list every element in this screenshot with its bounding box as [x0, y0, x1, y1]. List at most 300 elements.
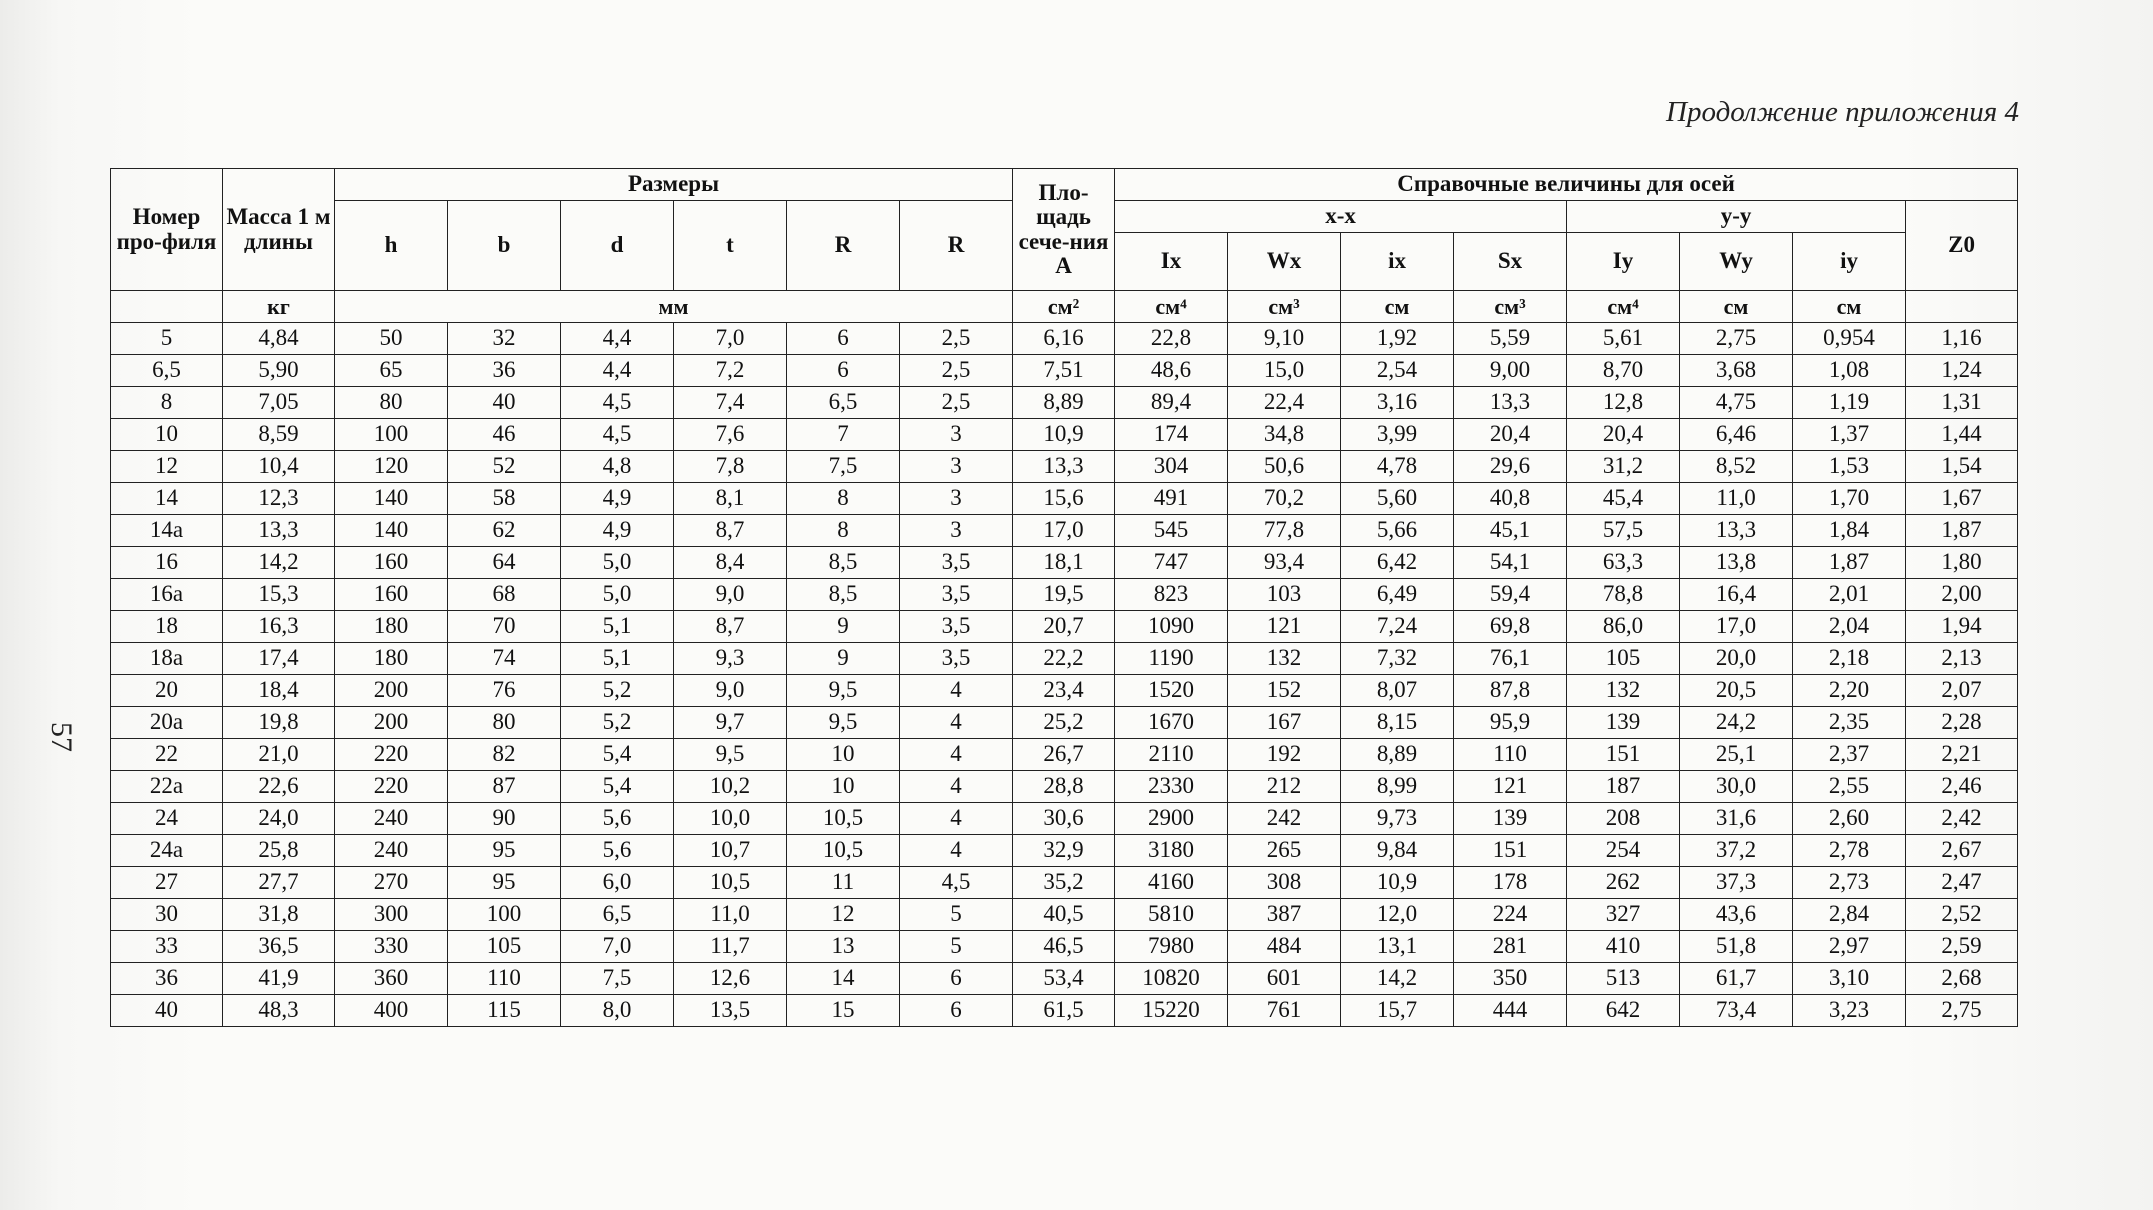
cell-h: 200 [335, 675, 448, 707]
unit-ix: см [1341, 291, 1454, 323]
cell-Iy: 151 [1567, 739, 1680, 771]
cell-Ix: 1190 [1115, 643, 1228, 675]
cell-R: 11 [787, 867, 900, 899]
cell-Wy: 13,3 [1680, 515, 1793, 547]
cell-Wy: 24,2 [1680, 707, 1793, 739]
cell-r: 3,5 [900, 547, 1013, 579]
header-b: b [448, 201, 561, 291]
header-ix: ix [1341, 233, 1454, 291]
cell-Ix: 747 [1115, 547, 1228, 579]
cell-t: 8,4 [674, 547, 787, 579]
table-row [111, 419, 2018, 451]
table-row [111, 739, 2018, 771]
cell-Iy: 513 [1567, 963, 1680, 995]
cell-Z0: 2,59 [1906, 931, 2018, 963]
cell-t: 7,2 [674, 355, 787, 387]
cell-t: 8,7 [674, 611, 787, 643]
cell-Sx: 121 [1454, 771, 1567, 803]
cell-R: 14 [787, 963, 900, 995]
cell-Ix: 3180 [1115, 835, 1228, 867]
cell-mass: 14,2 [223, 547, 335, 579]
cell-R: 15 [787, 995, 900, 1027]
cell-Iy: 327 [1567, 899, 1680, 931]
cell-b: 58 [448, 483, 561, 515]
cell-b: 100 [448, 899, 561, 931]
table-row [111, 675, 2018, 707]
cell-t: 9,0 [674, 579, 787, 611]
cell-h: 120 [335, 451, 448, 483]
cell-Z0: 1,24 [1906, 355, 2018, 387]
cell-r: 4 [900, 771, 1013, 803]
header-Wx: Wx [1228, 233, 1341, 291]
table-row [111, 611, 2018, 643]
cell-Wy: 30,0 [1680, 771, 1793, 803]
cell-R: 12 [787, 899, 900, 931]
cell-ix: 7,24 [1341, 611, 1454, 643]
cell-Wy: 37,3 [1680, 867, 1793, 899]
cell-Wy: 2,75 [1680, 323, 1793, 355]
cell-Sx: 69,8 [1454, 611, 1567, 643]
cell-R: 10 [787, 771, 900, 803]
cell-R: 10 [787, 739, 900, 771]
cell-ix: 2,54 [1341, 355, 1454, 387]
cell-iy: 2,84 [1793, 899, 1906, 931]
cell-mass: 48,3 [223, 995, 335, 1027]
cell-Wy: 61,7 [1680, 963, 1793, 995]
cell-Z0: 1,31 [1906, 387, 2018, 419]
cell-r: 2,5 [900, 387, 1013, 419]
cell-Z0: 2,21 [1906, 739, 2018, 771]
cell-d: 4,9 [561, 483, 674, 515]
cell-t: 7,4 [674, 387, 787, 419]
cell-t: 9,5 [674, 739, 787, 771]
cell-Iy: 20,4 [1567, 419, 1680, 451]
cell-b: 40 [448, 387, 561, 419]
cell-Z0: 1,44 [1906, 419, 2018, 451]
cell-ix: 5,60 [1341, 483, 1454, 515]
cell-R: 9,5 [787, 707, 900, 739]
cell-ix: 1,92 [1341, 323, 1454, 355]
cell-d: 4,5 [561, 419, 674, 451]
cell-area: 10,9 [1013, 419, 1115, 451]
cell-Z0: 2,68 [1906, 963, 2018, 995]
cell-Sx: 151 [1454, 835, 1567, 867]
cell-d: 6,5 [561, 899, 674, 931]
cell-profile: 16а [111, 579, 223, 611]
cell-t: 7,8 [674, 451, 787, 483]
cell-profile: 24 [111, 803, 223, 835]
cell-Z0: 2,00 [1906, 579, 2018, 611]
cell-r: 4 [900, 675, 1013, 707]
cell-b: 115 [448, 995, 561, 1027]
cell-profile: 40 [111, 995, 223, 1027]
header-h: h [335, 201, 448, 291]
cell-h: 160 [335, 579, 448, 611]
cell-d: 5,1 [561, 611, 674, 643]
cell-Ix: 4160 [1115, 867, 1228, 899]
cell-Iy: 86,0 [1567, 611, 1680, 643]
cell-iy: 2,20 [1793, 675, 1906, 707]
cell-ix: 4,78 [1341, 451, 1454, 483]
cell-Z0: 2,13 [1906, 643, 2018, 675]
cell-ix: 7,32 [1341, 643, 1454, 675]
cell-mass: 31,8 [223, 899, 335, 931]
cell-r: 5 [900, 899, 1013, 931]
cell-area: 32,9 [1013, 835, 1115, 867]
cell-d: 5,6 [561, 835, 674, 867]
cell-Z0: 1,87 [1906, 515, 2018, 547]
cell-Ix: 2110 [1115, 739, 1228, 771]
cell-Ix: 1670 [1115, 707, 1228, 739]
cell-iy: 1,84 [1793, 515, 1906, 547]
cell-Iy: 45,4 [1567, 483, 1680, 515]
cell-h: 160 [335, 547, 448, 579]
cell-t: 10,7 [674, 835, 787, 867]
cell-Ix: 48,6 [1115, 355, 1228, 387]
cell-r: 3 [900, 419, 1013, 451]
cell-Wx: 77,8 [1228, 515, 1341, 547]
cell-r: 3 [900, 515, 1013, 547]
cell-h: 270 [335, 867, 448, 899]
cell-Iy: 132 [1567, 675, 1680, 707]
cell-d: 5,0 [561, 579, 674, 611]
header-mass: Масса 1 м длины [223, 169, 335, 291]
table-row [111, 643, 2018, 675]
cell-d: 4,5 [561, 387, 674, 419]
cell-b: 52 [448, 451, 561, 483]
cell-ix: 13,1 [1341, 931, 1454, 963]
cell-r: 4 [900, 835, 1013, 867]
cell-area: 18,1 [1013, 547, 1115, 579]
cell-Sx: 40,8 [1454, 483, 1567, 515]
cell-b: 95 [448, 835, 561, 867]
cell-r: 4 [900, 707, 1013, 739]
cell-ix: 8,07 [1341, 675, 1454, 707]
cell-area: 53,4 [1013, 963, 1115, 995]
cell-profile: 24а [111, 835, 223, 867]
cell-mass: 10,4 [223, 451, 335, 483]
cell-Wx: 152 [1228, 675, 1341, 707]
cell-ix: 6,42 [1341, 547, 1454, 579]
cell-ix: 12,0 [1341, 899, 1454, 931]
cell-Sx: 13,3 [1454, 387, 1567, 419]
cell-h: 100 [335, 419, 448, 451]
cell-Ix: 1520 [1115, 675, 1228, 707]
cell-b: 36 [448, 355, 561, 387]
cell-Wx: 761 [1228, 995, 1341, 1027]
cell-Z0: 2,46 [1906, 771, 2018, 803]
cell-h: 240 [335, 835, 448, 867]
cell-Wx: 167 [1228, 707, 1341, 739]
table-row [111, 931, 2018, 963]
cell-Ix: 491 [1115, 483, 1228, 515]
cell-Wy: 16,4 [1680, 579, 1793, 611]
cell-Z0: 2,75 [1906, 995, 2018, 1027]
cell-profile: 33 [111, 931, 223, 963]
cell-area: 26,7 [1013, 739, 1115, 771]
cell-area: 25,2 [1013, 707, 1115, 739]
header-R: R [787, 201, 900, 291]
cell-ix: 15,7 [1341, 995, 1454, 1027]
header-Ix: Ix [1115, 233, 1228, 291]
cell-area: 17,0 [1013, 515, 1115, 547]
cell-Iy: 410 [1567, 931, 1680, 963]
cell-Sx: 178 [1454, 867, 1567, 899]
cell-t: 10,2 [674, 771, 787, 803]
cell-Wx: 192 [1228, 739, 1341, 771]
cell-h: 220 [335, 739, 448, 771]
cell-r: 3,5 [900, 643, 1013, 675]
cell-Sx: 350 [1454, 963, 1567, 995]
cell-d: 7,0 [561, 931, 674, 963]
cell-mass: 7,05 [223, 387, 335, 419]
cell-r: 6 [900, 995, 1013, 1027]
cell-mass: 22,6 [223, 771, 335, 803]
cell-iy: 1,53 [1793, 451, 1906, 483]
header-Z0: Z0 [1906, 201, 2018, 291]
cell-Wx: 212 [1228, 771, 1341, 803]
cell-b: 87 [448, 771, 561, 803]
cell-t: 11,7 [674, 931, 787, 963]
cell-r: 3,5 [900, 611, 1013, 643]
cell-h: 220 [335, 771, 448, 803]
cell-Z0: 2,47 [1906, 867, 2018, 899]
cell-b: 70 [448, 611, 561, 643]
cell-Wx: 50,6 [1228, 451, 1341, 483]
header-r: R [900, 201, 1013, 291]
cell-mass: 27,7 [223, 867, 335, 899]
header-axis-yy: y-y [1567, 201, 1906, 233]
table-body [111, 323, 2018, 1027]
cell-R: 8 [787, 515, 900, 547]
cell-ix: 5,66 [1341, 515, 1454, 547]
page-number: 57 [45, 722, 78, 752]
cell-d: 5,4 [561, 739, 674, 771]
cell-h: 140 [335, 515, 448, 547]
cell-area: 35,2 [1013, 867, 1115, 899]
cell-iy: 2,35 [1793, 707, 1906, 739]
cell-Sx: 5,59 [1454, 323, 1567, 355]
cell-Ix: 5810 [1115, 899, 1228, 931]
table-row [111, 547, 2018, 579]
cell-ix: 3,99 [1341, 419, 1454, 451]
cell-r: 3 [900, 451, 1013, 483]
cell-area: 30,6 [1013, 803, 1115, 835]
cell-mass: 12,3 [223, 483, 335, 515]
unit-empty [111, 291, 223, 323]
cell-Wx: 242 [1228, 803, 1341, 835]
cell-Wy: 51,8 [1680, 931, 1793, 963]
table-row [111, 483, 2018, 515]
cell-Wy: 31,6 [1680, 803, 1793, 835]
cell-Wy: 3,68 [1680, 355, 1793, 387]
cell-iy: 2,97 [1793, 931, 1906, 963]
cell-R: 13 [787, 931, 900, 963]
cell-Wy: 20,5 [1680, 675, 1793, 707]
cell-Sx: 76,1 [1454, 643, 1567, 675]
header-iy: iy [1793, 233, 1906, 291]
cell-mass: 21,0 [223, 739, 335, 771]
cell-area: 15,6 [1013, 483, 1115, 515]
cell-Iy: 642 [1567, 995, 1680, 1027]
cell-profile: 16 [111, 547, 223, 579]
header-axis-xx: x-x [1115, 201, 1567, 233]
header-Wy: Wy [1680, 233, 1793, 291]
cell-h: 300 [335, 899, 448, 931]
cell-Wy: 20,0 [1680, 643, 1793, 675]
cell-profile: 10 [111, 419, 223, 451]
cell-Sx: 59,4 [1454, 579, 1567, 611]
cell-Wx: 70,2 [1228, 483, 1341, 515]
cell-r: 6 [900, 963, 1013, 995]
cell-ix: 3,16 [1341, 387, 1454, 419]
unit-iy: см [1793, 291, 1906, 323]
cell-h: 140 [335, 483, 448, 515]
cell-b: 80 [448, 707, 561, 739]
unit-Sx: см³ [1454, 291, 1567, 323]
cell-d: 5,1 [561, 643, 674, 675]
cell-t: 9,7 [674, 707, 787, 739]
cell-Z0: 2,28 [1906, 707, 2018, 739]
table-row [111, 867, 2018, 899]
cell-d: 5,0 [561, 547, 674, 579]
cell-mass: 36,5 [223, 931, 335, 963]
cell-profile: 27 [111, 867, 223, 899]
cell-profile: 18 [111, 611, 223, 643]
cell-Wx: 103 [1228, 579, 1341, 611]
cell-d: 6,0 [561, 867, 674, 899]
cell-Iy: 63,3 [1567, 547, 1680, 579]
cell-Z0: 1,67 [1906, 483, 2018, 515]
cell-profile: 22а [111, 771, 223, 803]
cell-t: 9,3 [674, 643, 787, 675]
table-row [111, 707, 2018, 739]
cell-r: 5 [900, 931, 1013, 963]
cell-ix: 8,99 [1341, 771, 1454, 803]
cell-profile: 14а [111, 515, 223, 547]
table-row [111, 771, 2018, 803]
cell-profile: 20а [111, 707, 223, 739]
cell-Iy: 5,61 [1567, 323, 1680, 355]
cell-Z0: 2,52 [1906, 899, 2018, 931]
cell-Iy: 31,2 [1567, 451, 1680, 483]
cell-Wx: 121 [1228, 611, 1341, 643]
cell-b: 46 [448, 419, 561, 451]
cell-Wy: 4,75 [1680, 387, 1793, 419]
cell-Wx: 387 [1228, 899, 1341, 931]
table-row [111, 579, 2018, 611]
header-t: t [674, 201, 787, 291]
cell-Wy: 8,52 [1680, 451, 1793, 483]
header-profile-number: Номер про-филя [111, 169, 223, 291]
cell-b: 105 [448, 931, 561, 963]
cell-t: 11,0 [674, 899, 787, 931]
header-d: d [561, 201, 674, 291]
cell-t: 7,0 [674, 323, 787, 355]
cell-Z0: 1,94 [1906, 611, 2018, 643]
table-row [111, 803, 2018, 835]
cell-mass: 16,3 [223, 611, 335, 643]
cell-Sx: 139 [1454, 803, 1567, 835]
cell-r: 2,5 [900, 323, 1013, 355]
cell-Wx: 93,4 [1228, 547, 1341, 579]
cell-Wx: 265 [1228, 835, 1341, 867]
cell-Ix: 15220 [1115, 995, 1228, 1027]
cell-Wy: 73,4 [1680, 995, 1793, 1027]
cell-profile: 22 [111, 739, 223, 771]
cell-iy: 2,01 [1793, 579, 1906, 611]
cell-R: 6 [787, 355, 900, 387]
cell-ix: 6,49 [1341, 579, 1454, 611]
cell-t: 10,0 [674, 803, 787, 835]
table-row [111, 355, 2018, 387]
cell-Sx: 281 [1454, 931, 1567, 963]
cell-r: 3,5 [900, 579, 1013, 611]
cell-Sx: 110 [1454, 739, 1567, 771]
cell-ix: 10,9 [1341, 867, 1454, 899]
unit-Z0 [1906, 291, 2018, 323]
cell-R: 8 [787, 483, 900, 515]
cell-d: 5,6 [561, 803, 674, 835]
cell-iy: 1,87 [1793, 547, 1906, 579]
table-row [111, 323, 2018, 355]
cell-iy: 1,08 [1793, 355, 1906, 387]
page-caption: Продолжение приложения 4 [1666, 96, 2019, 128]
cell-Wy: 43,6 [1680, 899, 1793, 931]
cell-mass: 18,4 [223, 675, 335, 707]
cell-Ix: 10820 [1115, 963, 1228, 995]
cell-area: 22,2 [1013, 643, 1115, 675]
cell-Z0: 1,54 [1906, 451, 2018, 483]
cell-profile: 6,5 [111, 355, 223, 387]
cell-d: 7,5 [561, 963, 674, 995]
cell-b: 110 [448, 963, 561, 995]
cell-ix: 8,89 [1341, 739, 1454, 771]
cell-iy: 2,55 [1793, 771, 1906, 803]
cell-h: 360 [335, 963, 448, 995]
cell-d: 4,8 [561, 451, 674, 483]
cell-R: 8,5 [787, 579, 900, 611]
cell-h: 80 [335, 387, 448, 419]
cell-iy: 2,78 [1793, 835, 1906, 867]
cell-Iy: 57,5 [1567, 515, 1680, 547]
cell-profile: 14 [111, 483, 223, 515]
cell-mass: 15,3 [223, 579, 335, 611]
cell-d: 4,9 [561, 515, 674, 547]
table-row [111, 995, 2018, 1027]
cell-Iy: 8,70 [1567, 355, 1680, 387]
header-area: Пло-щадь сече-ния A [1013, 169, 1115, 291]
cell-area: 19,5 [1013, 579, 1115, 611]
cell-Sx: 29,6 [1454, 451, 1567, 483]
cell-Ix: 1090 [1115, 611, 1228, 643]
cell-Wy: 37,2 [1680, 835, 1793, 867]
cell-t: 7,6 [674, 419, 787, 451]
cell-h: 50 [335, 323, 448, 355]
cell-ix: 9,73 [1341, 803, 1454, 835]
cell-mass: 8,59 [223, 419, 335, 451]
table-row [111, 963, 2018, 995]
cell-h: 180 [335, 643, 448, 675]
cell-R: 9 [787, 611, 900, 643]
cell-Wx: 484 [1228, 931, 1341, 963]
cell-profile: 18а [111, 643, 223, 675]
cell-mass: 4,84 [223, 323, 335, 355]
cell-Z0: 1,16 [1906, 323, 2018, 355]
cell-Sx: 87,8 [1454, 675, 1567, 707]
cell-Sx: 9,00 [1454, 355, 1567, 387]
cell-Ix: 545 [1115, 515, 1228, 547]
